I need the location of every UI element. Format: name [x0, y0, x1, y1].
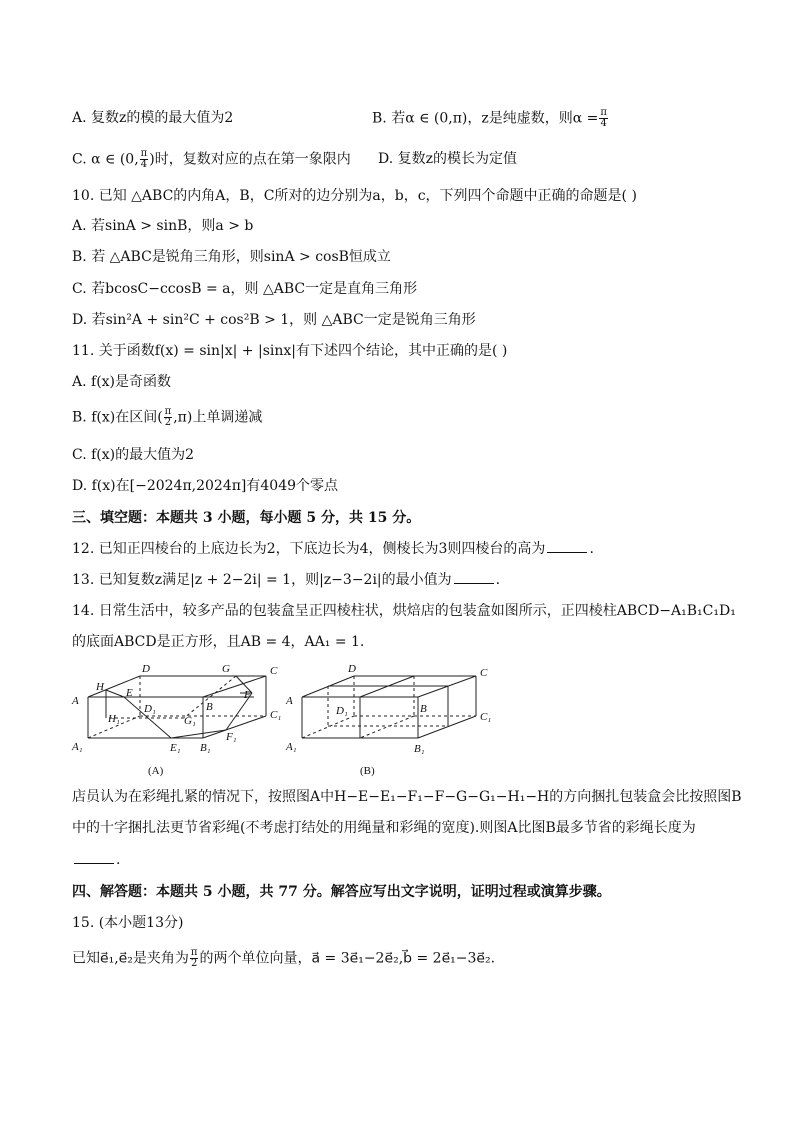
- figure-b: [280, 660, 510, 780]
- figure-b-label-d1: D₁: [336, 705, 348, 717]
- section-4-heading: 四、解答题：本题共 5 小题，共 77 分。解答应写出文字说明，证明过程或演算步骤。: [72, 884, 611, 900]
- q14-line-3: 店员认为在彩绳扎紧的情况下，按照图A中H−E−E₁−F₁−F−G−G₁−H₁−H的方向捆扎包装盒会比按照图B: [72, 789, 742, 805]
- q15-fraction: $\frac{\pi}{2}$: [190, 947, 198, 969]
- figure-a-label-g1: G₁: [184, 715, 196, 727]
- figure-a: [66, 660, 306, 780]
- figure-b-label-b1: B₁: [414, 743, 425, 755]
- q9-option-c: C. α ∈ (0, $\frac{\pi}{4}$ )时，复数对应的点在第一象限内: [72, 148, 351, 170]
- figure-b-caption: (B): [360, 765, 375, 777]
- figure-a-label-d1: D₁: [144, 703, 156, 715]
- q10-stem: 10. 已知 △ABC的内角A，B，C所对的边分别为a，b，c，下列四个命题中正确的命题是( ): [72, 188, 637, 204]
- q11-option-a: A. f(x)是奇函数: [72, 374, 172, 390]
- section-3-heading: 三、填空题：本题共 3 小题，每小题 5 分，共 15 分。: [72, 510, 421, 526]
- figure-a-label-e: E: [126, 687, 133, 699]
- figure-a-label-h: H: [96, 681, 104, 693]
- answer-blank: [74, 851, 114, 864]
- q10-option-d: D. 若sin²A + sin²C + cos²B > 1，则 △ABC一定是锐角三角形: [72, 312, 476, 328]
- figure-b-label-a1: A₁: [286, 741, 297, 753]
- figure-a-label-a: A: [72, 695, 79, 707]
- figure-a-label-b1: B₁: [200, 742, 211, 754]
- figure-b-label-d: D: [348, 663, 356, 675]
- figure-a-label-f1: F₁: [226, 731, 237, 743]
- figure-b-label-b: B: [420, 703, 427, 715]
- q11-option-b-fraction: $\frac{\pi}{2}$: [164, 406, 172, 428]
- q10-option-b: B. 若 △ABC是锐角三角形，则sinA > cosB恒成立: [72, 249, 391, 265]
- q11-option-b: B. f(x)在区间( $\frac{\pi}{2}$ ,π)上单调递减: [72, 406, 263, 428]
- figure-a-label-a1: A₁: [72, 741, 83, 753]
- figure-a-caption: (A): [148, 765, 164, 777]
- figure-a-label-d: D: [142, 663, 150, 675]
- q12: 12. 已知正四棱台的上底边长为2，下底边长为4，侧棱长为3则四棱台的高为 .: [72, 541, 594, 557]
- q13: 13. 已知复数z满足|z + 2−2i| = 1，则|z−3−2i|的最小值为 .: [72, 572, 501, 588]
- q11-option-d: D. f(x)在[−2024π,2024π]有4049个零点: [72, 478, 339, 494]
- q10-option-a: A. 若sinA > sinB，则a > b: [72, 218, 254, 234]
- figure-a-label-h1: H₁: [108, 713, 120, 725]
- q15-stem: 已知e⃗₁,e⃗₂是夹角为 $\frac{\pi}{2}$ 的两个单位向量，a⃗ = 3e⃗₁−2e⃗₂,b⃗ = 2e⃗₁−3e⃗₂.: [72, 947, 496, 969]
- answer-blank: [547, 540, 587, 553]
- q14-line-1: 14. 日常生活中，较多产品的包装盒呈正四棱柱状，烘焙店的包装盒如图所示，正四棱柱ABCD−A₁B₁C₁D₁: [72, 603, 736, 619]
- figure-b-label-c: C: [480, 667, 488, 679]
- q10-option-c: C. 若bcosC−ccosB = a，则 △ABC一定是直角三角形: [72, 281, 418, 297]
- q15-heading: 15. (本小题13分): [72, 915, 184, 931]
- q14-line-2: 的底面ABCD是正方形，且AB = 4，AA₁ = 1.: [72, 634, 365, 650]
- q9-option-d: D. 复数z的模长为定值: [378, 151, 518, 167]
- figure-a-label-f: F: [244, 689, 251, 701]
- q9-option-a: A. 复数z的模的最大值为2: [72, 110, 234, 126]
- figure-a-label-b: B: [206, 701, 213, 713]
- q9-option-b: B. 若α ∈ (0,π)，z是纯虚数，则α = $\frac{\pi}{4}$: [372, 107, 607, 129]
- q9-option-b-fraction: $\frac{\pi}{4}$: [600, 107, 607, 129]
- figure-b-label-a: A: [286, 695, 293, 707]
- figure-a-label-g: G: [222, 663, 230, 675]
- figure-a-label-e1: E₁: [170, 742, 181, 754]
- q11-option-c: C. f(x)的最大值为2: [72, 447, 195, 463]
- q9-option-c-fraction: $\frac{\pi}{4}$: [140, 148, 148, 170]
- q11-stem: 11. 关于函数f(x) = sin|x| + |sinx|有下述四个结论，其中正确的是( ): [72, 343, 508, 359]
- figure-b-label-c1: C₁: [480, 711, 492, 723]
- q14-answer: .: [72, 850, 120, 870]
- answer-blank: [454, 571, 494, 584]
- q14-line-4: 中的十字捆扎法更节省彩绳(不考虑打结处的用绳量和彩绳的宽度).则图A比图B最多节省的彩绳长度为: [72, 820, 696, 836]
- figure-a-label-c: C: [270, 665, 278, 677]
- figure-a-label-c1: C₁: [270, 709, 282, 721]
